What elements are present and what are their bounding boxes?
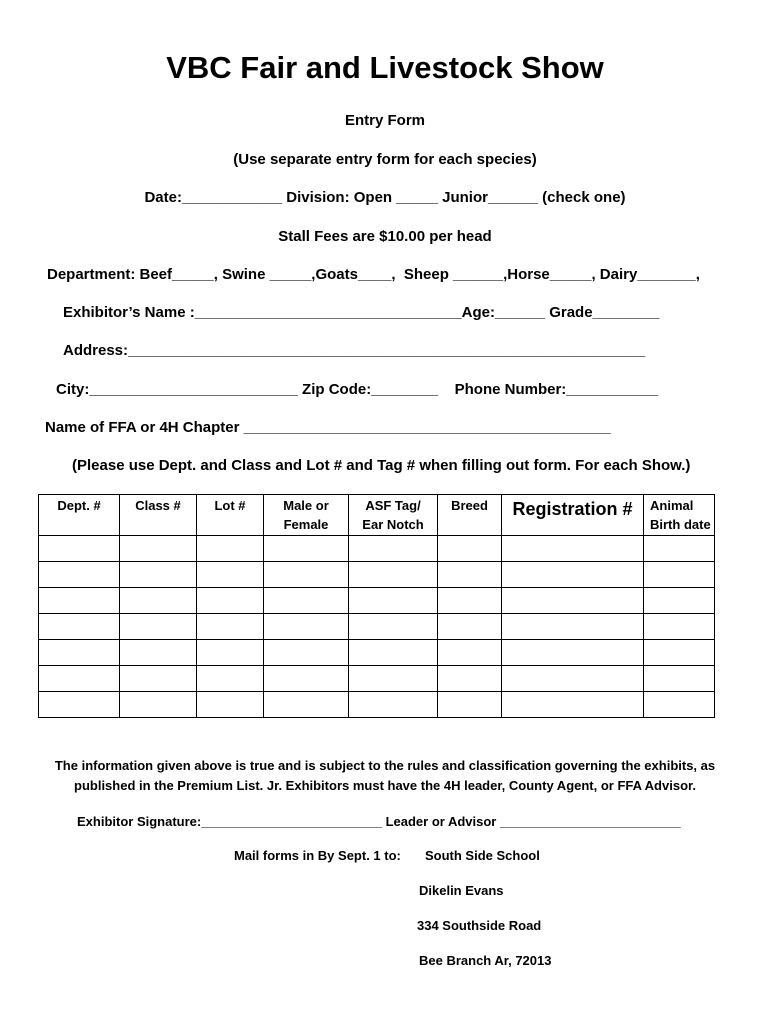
mail-label: Mail forms in By Sept. 1 to: (234, 848, 401, 863)
entry-cell[interactable] (438, 562, 502, 588)
entry-table (38, 494, 715, 718)
chapter-line[interactable]: Name of FFA or 4H Chapter ____________________________________________ (45, 419, 611, 436)
header-lot-label: Lot # (214, 498, 246, 513)
entry-cell[interactable] (264, 588, 349, 614)
mail-address-school: South Side School (425, 848, 540, 863)
entry-cell[interactable] (39, 614, 120, 640)
entry-cell[interactable] (438, 666, 502, 692)
entry-cell[interactable] (502, 692, 644, 718)
entry-cell[interactable] (644, 666, 715, 692)
entry-cell[interactable] (502, 666, 644, 692)
table-row (39, 536, 715, 562)
species-instruction: (Use separate entry form for each species) (233, 151, 537, 168)
entry-cell[interactable] (264, 666, 349, 692)
certification-line-2: published in the Premium List. Jr. Exhibitors must have the 4H leader, County Agent, or FFA Advisor. (74, 778, 696, 793)
entry-cell[interactable] (349, 562, 438, 588)
header-registration (502, 495, 644, 536)
header-birth-date-label-1: Animal (650, 498, 694, 513)
entry-cell[interactable] (197, 666, 264, 692)
header-tag-label-1: ASF Tag/ (365, 498, 421, 513)
entry-cell[interactable] (349, 536, 438, 562)
show-instruction: (Please use Dept. and Class and Lot # and Tag # when filling out form. For each Show.) (72, 457, 691, 474)
header-lot (197, 495, 264, 536)
date-division-line[interactable]: Date:____________ Division: Open _____ Junior______ (check one) (144, 189, 626, 206)
entry-cell[interactable] (120, 536, 197, 562)
header-dept-label: Dept. # (57, 498, 101, 513)
table-header-row (39, 495, 715, 536)
entry-cell[interactable] (644, 640, 715, 666)
entry-cell[interactable] (349, 692, 438, 718)
table-row (39, 666, 715, 692)
form-title: VBC Fair and Livestock Show (166, 50, 604, 85)
entry-cell[interactable] (438, 692, 502, 718)
entry-cell[interactable] (264, 562, 349, 588)
entry-cell[interactable] (197, 562, 264, 588)
header-sex (264, 495, 349, 536)
entry-cell[interactable] (197, 614, 264, 640)
entry-cell[interactable] (120, 562, 197, 588)
mail-address-name: Dikelin Evans (419, 883, 504, 898)
certification-line-1: The information given above is true and is subject to the rules and classification governing the exhibits, as (54, 758, 716, 773)
header-birth-date-label-2: Birth date (650, 517, 711, 532)
entry-cell[interactable] (120, 614, 197, 640)
entry-cell[interactable] (349, 640, 438, 666)
entry-cell[interactable] (438, 588, 502, 614)
entry-cell[interactable] (502, 614, 644, 640)
entry-cell[interactable] (502, 640, 644, 666)
entry-cell[interactable] (264, 692, 349, 718)
header-tag-label-2: Ear Notch (362, 517, 424, 532)
entry-cell[interactable] (644, 614, 715, 640)
entry-cell[interactable] (120, 640, 197, 666)
entry-cell[interactable] (644, 562, 715, 588)
entry-cell[interactable] (349, 588, 438, 614)
header-class-label: Class # (135, 498, 181, 513)
department-line[interactable]: Department: Beef_____, Swine _____,Goats____, Sheep ______,Horse_____, Dairy_______, (47, 266, 700, 283)
entry-cell[interactable] (349, 666, 438, 692)
stall-fees-note: Stall Fees are $10.00 per head (278, 228, 492, 245)
address-line[interactable]: Address:______________________________________________________________ (63, 342, 646, 359)
entry-cell[interactable] (197, 692, 264, 718)
entry-cell[interactable] (120, 666, 197, 692)
header-class (120, 495, 197, 536)
table-row (39, 640, 715, 666)
entry-cell[interactable] (438, 536, 502, 562)
mail-address-street: 334 Southside Road (417, 918, 542, 933)
header-registration-label: Registration # (512, 499, 633, 519)
table-row (39, 614, 715, 640)
entry-cell[interactable] (264, 536, 349, 562)
entry-cell[interactable] (349, 614, 438, 640)
entry-cell[interactable] (39, 562, 120, 588)
city-zip-phone-line[interactable]: City:_________________________ Zip Code:________ Phone Number:___________ (56, 381, 659, 398)
header-tag (349, 495, 438, 536)
entry-cell[interactable] (644, 692, 715, 718)
table-row (39, 692, 715, 718)
entry-cell[interactable] (502, 562, 644, 588)
form-subtitle: Entry Form (344, 112, 425, 129)
entry-cell[interactable] (438, 614, 502, 640)
entry-cell[interactable] (39, 692, 120, 718)
entry-cell[interactable] (644, 588, 715, 614)
entry-cell[interactable] (644, 536, 715, 562)
exhibitor-name-line[interactable]: Exhibitor’s Name :________________________________Age:______ Grade________ (63, 304, 660, 321)
table-row (39, 588, 715, 614)
entry-cell[interactable] (39, 640, 120, 666)
entry-cell[interactable] (120, 588, 197, 614)
entry-cell[interactable] (120, 692, 197, 718)
entry-cell[interactable] (39, 588, 120, 614)
entry-cell[interactable] (39, 666, 120, 692)
entry-cell[interactable] (438, 640, 502, 666)
entry-cell[interactable] (502, 588, 644, 614)
table-row (39, 562, 715, 588)
entry-cell[interactable] (197, 640, 264, 666)
entry-cell[interactable] (264, 614, 349, 640)
entry-cell[interactable] (39, 536, 120, 562)
entry-cell[interactable] (502, 536, 644, 562)
header-sex-label-1: Male or (283, 498, 329, 513)
header-dept (39, 495, 120, 536)
header-sex-label-2: Female (283, 517, 329, 532)
header-breed (438, 495, 502, 536)
entry-cell[interactable] (197, 588, 264, 614)
signature-line[interactable]: Exhibitor Signature:_________________________ Leader or Advisor _________________________ (77, 814, 681, 829)
entry-cell[interactable] (197, 536, 264, 562)
entry-cell[interactable] (264, 640, 349, 666)
header-birth-date (644, 495, 715, 536)
header-breed-label: Breed (451, 498, 488, 513)
mail-address-city: Bee Branch Ar, 72013 (419, 953, 552, 968)
